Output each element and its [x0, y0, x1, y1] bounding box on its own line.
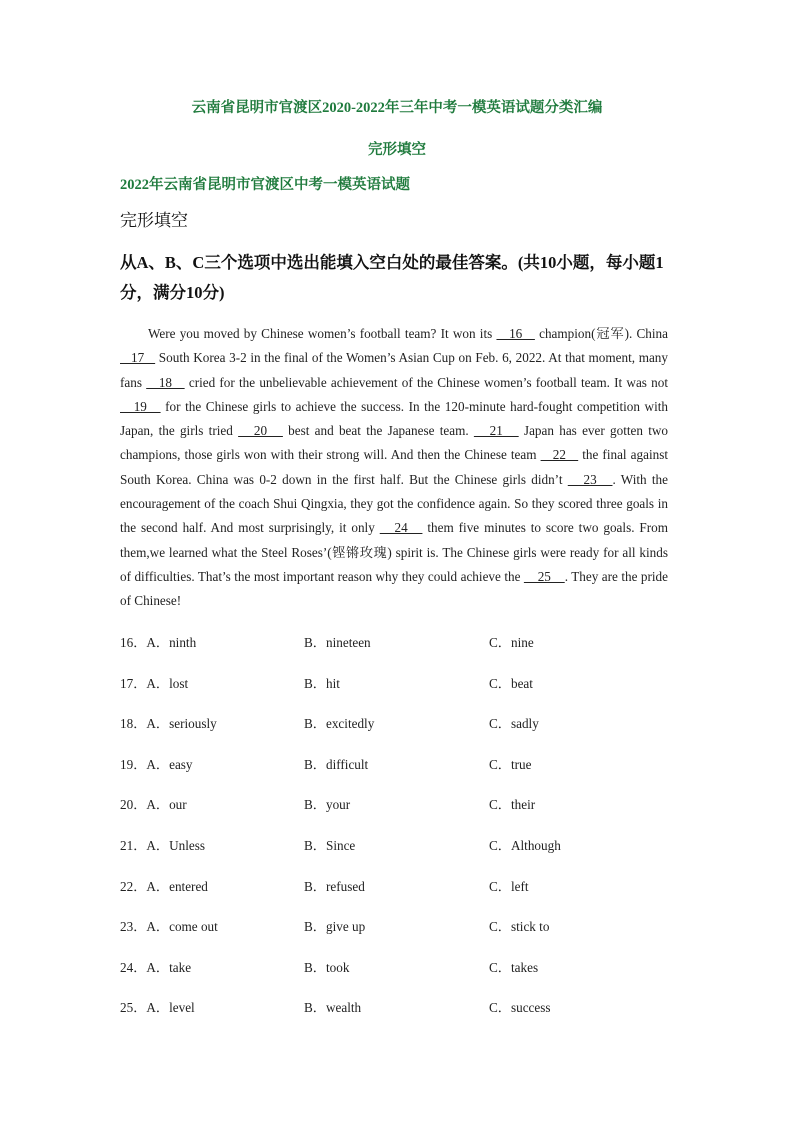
- option-b: B．hit: [304, 675, 340, 691]
- option-b: B．nineteen: [304, 635, 371, 650]
- option-a: 20．A．our: [120, 797, 187, 813]
- option-b: B．refused: [304, 878, 365, 894]
- document-title: 云南省昆明市官渡区2020-2022年三年中考一模英语试题分类汇编: [191, 100, 603, 116]
- blank: 25: [523, 568, 565, 584]
- option-c: C．true: [489, 756, 532, 772]
- option-b: B．give up: [304, 919, 366, 935]
- blank: 24: [379, 520, 423, 536]
- question-row: [120, 957, 680, 998]
- option-c: C．takes: [489, 959, 539, 975]
- question-row: [120, 632, 680, 673]
- option-a: 17．A．lost: [120, 675, 189, 691]
- passage-text: cried for the unbelievable achievement of the Chinese women’s football team. It was not: [184, 374, 668, 390]
- question-row: [120, 835, 680, 876]
- blank: 19: [120, 398, 161, 414]
- option-c: C．Although: [489, 837, 561, 853]
- passage-text: them five minutes to score two goals. From them,we learned what the Steel Roses’(铿锵玫瑰) spirit is. The Chinese girls were ready for all kinds of difficulties. That’s the most important reason why they could achieve the: [120, 520, 668, 584]
- question-row: [120, 916, 680, 957]
- passage-text: champion(冠军). China: [534, 326, 668, 341]
- passage-text: . They are the pride of Chinese!: [120, 568, 668, 609]
- blank: 23: [567, 471, 613, 487]
- option-c: C．nine: [489, 635, 534, 650]
- question-row: [120, 997, 680, 1038]
- option-a: 16．A．ninth: [120, 635, 197, 650]
- option-b: B．wealth: [304, 1000, 362, 1016]
- passage-text: . With the encouragement of the coach Shui Qingxia, they got the confidence again. So they scored three goals in the second half. And most surprisingly, it only: [120, 471, 669, 536]
- blank: 20: [238, 423, 283, 439]
- passage-text: the final against South Korea. China was 0-2 down in the first half. But the Chinese girls didn’t: [120, 447, 669, 487]
- passage-text: Were you moved by Chinese women’s football team? It won its: [148, 326, 497, 341]
- passage-text: best and beat the Japanese team.: [282, 423, 474, 439]
- option-c: C．stick to: [489, 919, 550, 935]
- question-row: [120, 713, 680, 754]
- option-c: C．success: [489, 1000, 551, 1016]
- option-a: 18．A．seriously: [120, 716, 217, 732]
- blank: 16: [496, 326, 535, 341]
- question-row: [120, 754, 680, 795]
- option-c: C．their: [489, 797, 536, 813]
- blank: 18: [146, 374, 185, 390]
- passage-text: for the Chinese girls to achieve the success. In the 120-minute hard-fought competition with Japan, the girls tried: [120, 398, 669, 439]
- cloze-passage: [120, 322, 668, 614]
- section-heading: 完形填空: [120, 211, 188, 230]
- exam-title: 2022年云南省昆明市官渡区中考一模英语试题: [120, 177, 410, 193]
- option-a: 23．A．come out: [120, 919, 218, 935]
- option-b: B．excitedly: [304, 716, 375, 732]
- option-a: 22．A．entered: [120, 878, 208, 894]
- options-list: [120, 632, 680, 1038]
- option-a: 21．A．Unless: [120, 837, 205, 853]
- passage-text: South Korea 3-2 in the final of the Women’s Asian Cup on Feb. 6, 2022. At that moment, many fans: [120, 350, 668, 390]
- blank: 17: [120, 350, 156, 366]
- question-row: [120, 876, 680, 917]
- passage-paragraph: [120, 322, 668, 614]
- passage-text: Japan has ever gotten two champions, those girls won with their strong will. And then the Chinese team: [120, 423, 669, 463]
- option-a: 24．A．take: [120, 959, 192, 975]
- option-b: B．took: [304, 959, 350, 975]
- option-b: B．difficult: [304, 756, 369, 772]
- blank: 21: [473, 423, 519, 439]
- option-b: B．your: [304, 797, 351, 813]
- question-row: [120, 673, 680, 714]
- option-c: C．beat: [489, 675, 533, 691]
- option-a: 25．A．level: [120, 1000, 195, 1016]
- option-c: C．sadly: [489, 716, 539, 732]
- option-b: B．Since: [304, 837, 356, 853]
- document-subtitle: 完形填空: [368, 142, 426, 158]
- section-instruction: 从A、B、C三个选项中选出能填入空白处的最佳答案。(共10小题，每小题1分，满分10分): [120, 253, 664, 302]
- option-a: 19．A．easy: [120, 756, 193, 772]
- question-row: [120, 794, 680, 835]
- blank: 22: [540, 447, 579, 463]
- option-c: C．left: [489, 878, 529, 894]
